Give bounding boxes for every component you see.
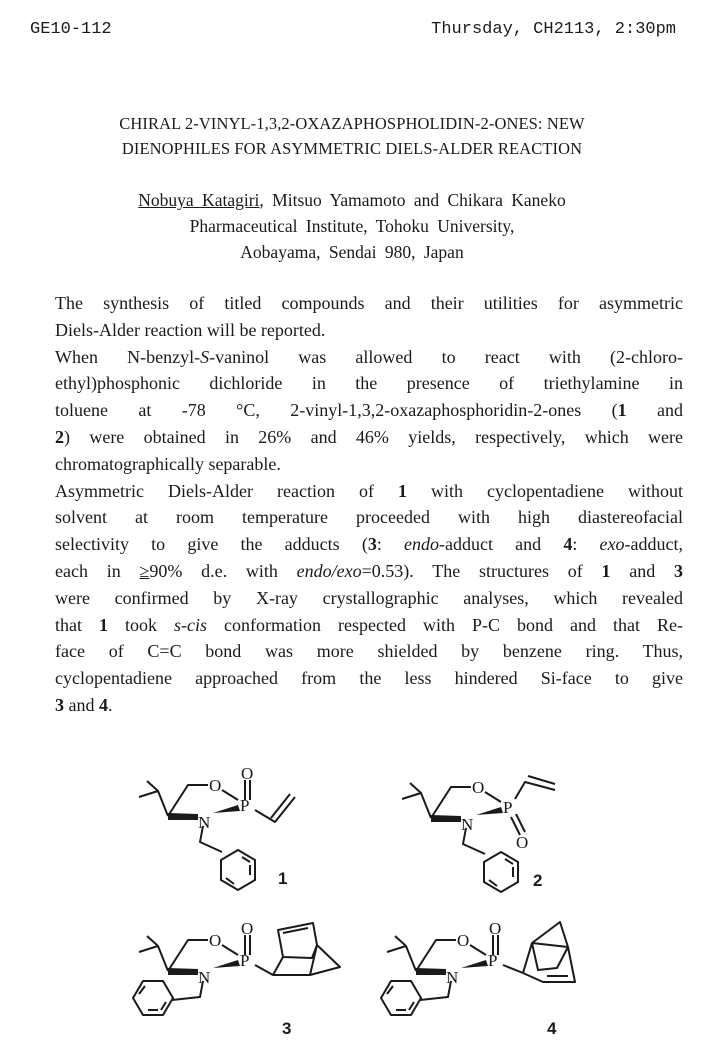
text-segment: :: [572, 534, 600, 555]
text-segment: .: [108, 694, 113, 715]
atom-o: O: [472, 778, 485, 797]
text-segment: 1: [617, 400, 627, 421]
compound-label-4: 4: [547, 1019, 557, 1038]
compound-label-2: 2: [533, 871, 543, 890]
compound-label-3: 3: [282, 1019, 292, 1038]
text-segment: and: [626, 400, 683, 421]
benzene-ring-3: [133, 981, 173, 1015]
text-segment: selectivity to give the adducts (: [55, 534, 368, 555]
text-segment: 3: [55, 694, 64, 715]
presenting-author: Nobuya Katagiri: [138, 190, 260, 210]
abstract-code: GE10-112: [30, 20, 112, 39]
text-segment: s-cis: [174, 614, 208, 635]
text-segment: 1: [601, 560, 611, 581]
text-segment: 3: [367, 534, 377, 555]
text-segment: 1: [397, 480, 407, 501]
text-segment: 3: [674, 560, 684, 581]
text-segment: solvent at room temperature proceeded with high diastereofacial: [55, 507, 683, 528]
text-segment: exo: [599, 534, 625, 555]
text-segment: 4: [563, 534, 573, 555]
text-segment: :: [376, 534, 405, 555]
text-segment: 2: [55, 426, 64, 447]
atom-o: O: [241, 919, 254, 938]
text-segment: face of C=C bond was more shielded by benzene ring. Thus,: [55, 641, 683, 662]
text-segment: 4: [99, 694, 108, 715]
text-segment: cyclopentadiene approached from the less hindered Si-face to give: [55, 668, 683, 689]
text-segment: ≥: [139, 560, 150, 581]
text-segment: with cyclopentadiene without: [406, 480, 683, 501]
atom-p: P: [503, 798, 513, 817]
text-segment: -vaninol was allowed to react with (2-chloro-: [209, 346, 684, 367]
text-segment: endo/exo: [296, 560, 362, 581]
compound-label-1: 1: [278, 869, 288, 888]
text-segment: Diels-Alder reaction will be reported.: [55, 319, 326, 340]
session-info: Thursday, CH2113, 2:30pm: [431, 20, 676, 39]
text-segment: took: [108, 614, 175, 635]
atom-n: N: [461, 815, 474, 834]
text-segment: conformation respected with P-C bond and that Re-: [207, 614, 683, 635]
atom-p: P: [488, 951, 498, 970]
co-authors: , Mitsuo Yamamoto and Chikara Kaneko: [259, 190, 566, 210]
text-segment: The synthesis of titled compounds and their utilities for asymmetric: [55, 293, 683, 313]
text-segment: endo: [404, 534, 440, 555]
structure-1: [139, 780, 295, 890]
address: Aobayama, Sendai 980, Japan: [240, 242, 464, 262]
benzene-ring-4: [381, 981, 421, 1015]
text-segment: 1: [99, 614, 108, 635]
text-segment: ethyl)phosphonic dichloride in the presence of triethylamine in: [55, 373, 683, 394]
text-segment: and: [610, 560, 675, 581]
atom-n: N: [198, 968, 211, 987]
atom-n: N: [198, 813, 211, 832]
atom-o: O: [516, 833, 529, 852]
text-segment: chromatographically separable.: [55, 453, 281, 474]
atom-o: O: [457, 931, 470, 950]
text-segment: 90% d.e. with: [149, 560, 297, 581]
text-segment: When N-benzyl-: [55, 346, 201, 367]
atom-o: O: [489, 919, 502, 938]
title-line-2: DIENOPHILES FOR ASYMMETRIC DIELS-ALDER REACTION: [121, 139, 583, 158]
text-segment: =0.53). The structures of: [361, 560, 602, 581]
text-segment: -adduct,: [624, 534, 683, 555]
atom-n: N: [446, 968, 459, 987]
atom-o: O: [241, 764, 254, 783]
atom-o: O: [209, 776, 222, 795]
text-segment: ) were obtained in 26% and 46% yields, respectively, which were: [64, 426, 683, 447]
atom-o: O: [209, 931, 222, 950]
text-segment: Asymmetric Diels-Alder reaction of: [55, 480, 398, 501]
atom-p: P: [240, 951, 250, 970]
affiliation: Pharmaceutical Institute, Tohoku University,: [189, 216, 515, 236]
text-segment: each in: [55, 560, 140, 581]
text-segment: that: [55, 614, 99, 635]
text-segment: S: [200, 346, 210, 367]
title-line-1: CHIRAL 2-VINYL-1,3,2-OXAZAPHOSPHOLIDIN-2-ONES: NEW: [119, 114, 585, 133]
text-segment: and: [64, 694, 99, 715]
text-segment: were confirmed by X-ray crystallographic analyses, which revealed: [55, 587, 683, 608]
atom-p: P: [240, 796, 250, 815]
text-segment: -adduct and: [439, 534, 564, 555]
text-segment: toluene at -78 °C, 2-vinyl-1,3,2-oxazaphosphoridin-2-ones (: [55, 400, 618, 421]
